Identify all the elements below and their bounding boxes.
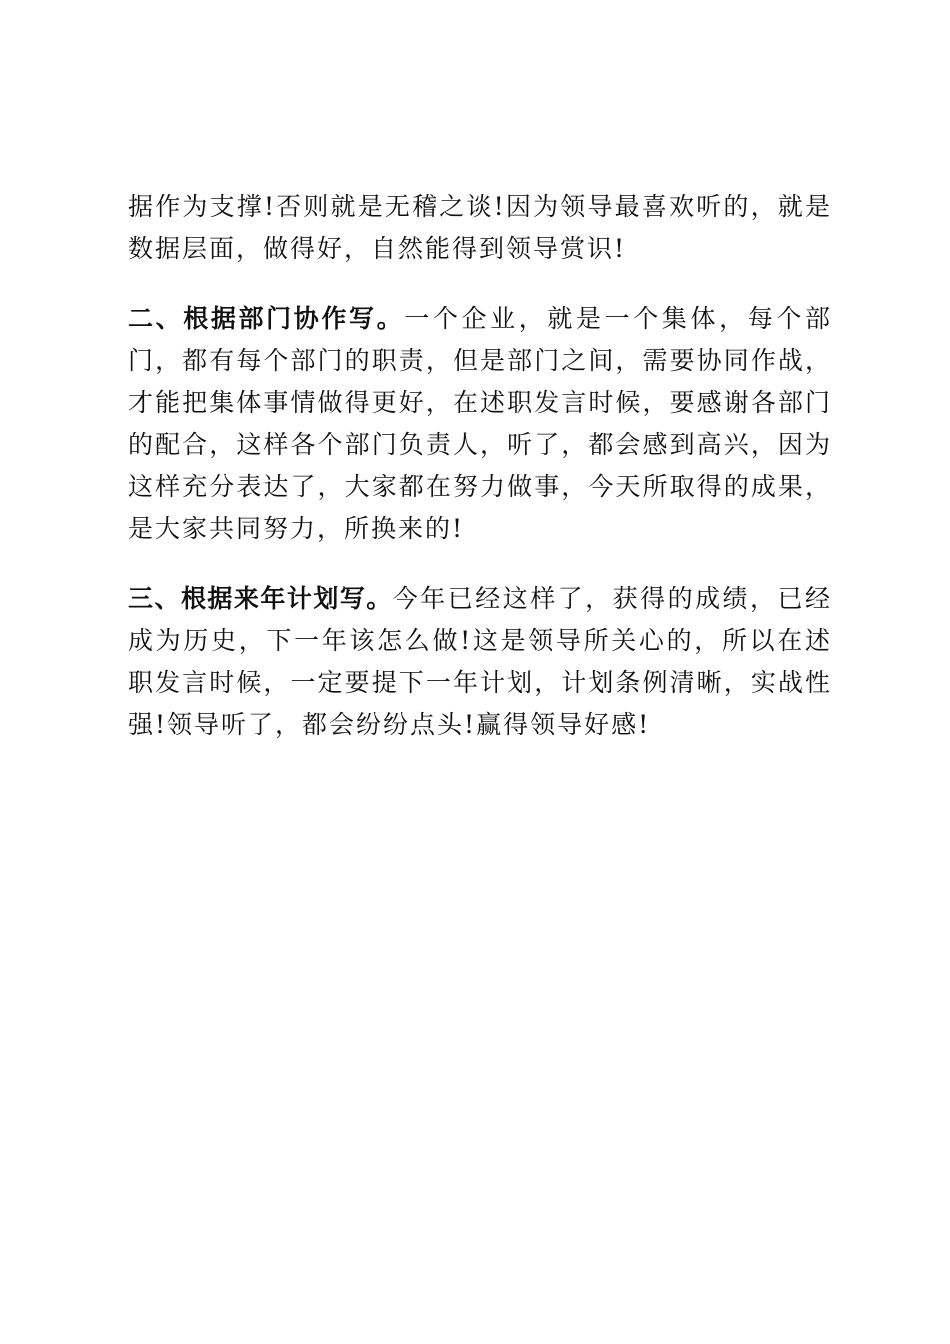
paragraph-body: 今年已经这样了，获得的成绩，已经成为历史，下一年该怎么做!这是领导所关心的，所以在述职发言时候，一定要提下一年计划，计划条例清晰，实战性强!领导听了，都会纷纷点头!赢得领导好感! [128,584,832,739]
paragraph-body: 一个企业，就是一个集体，每个部门，都有每个部门的职责，但是部门之间，需要协同作战，才能把集体事情做得更好，在述职发言时候，要感谢各部门的配合，这样各个部门负责人，听了，都会感到高兴，因为这样充分表达了，大家都在努力做事，今天所取得的成果，是大家共同努力，所换来的! [128,304,832,543]
document-page [128,186,832,746]
paragraph-department-collaboration [128,298,832,550]
paragraph-next-year-plan [128,578,832,746]
section-heading: 二、根据部门协作写。 [128,304,405,333]
paragraph-body: 据作为支撑!否则就是无稽之谈!因为领导最喜欢听的，就是数据层面，做得好，自然能得到领导赏识! [128,192,832,263]
section-heading: 三、根据来年计划写。 [128,584,393,613]
paragraph-continuation [128,186,832,270]
